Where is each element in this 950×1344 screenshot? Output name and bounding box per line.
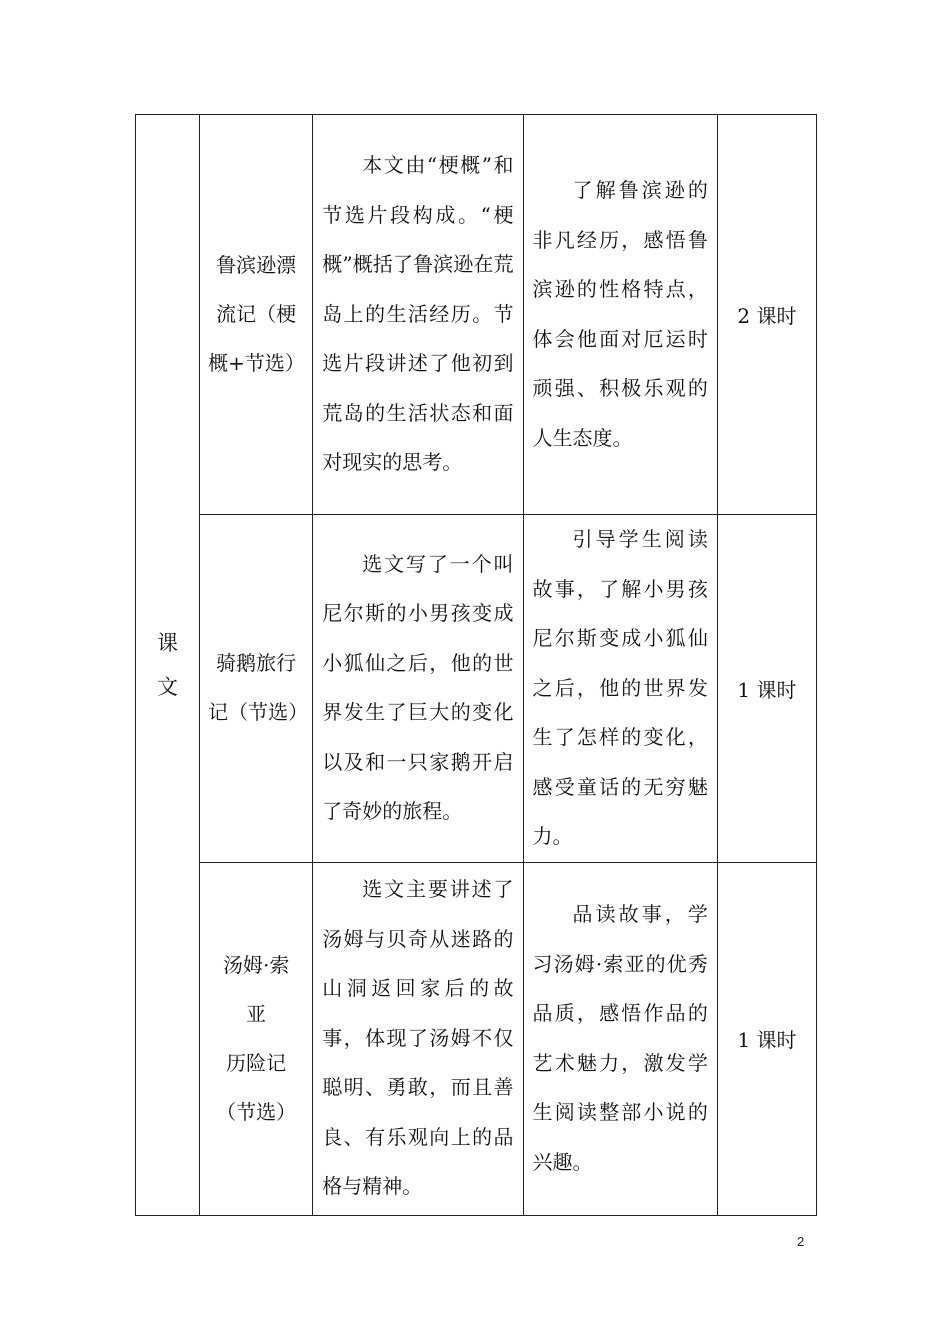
lesson-description: 选文写了一个叫尼尔斯的小男孩变成小狐仙之后，他的世界发生了巨大的变化以及和一只家鹅开启了奇妙的旅程。: [313, 515, 523, 863]
title-line: 汤姆·索: [222, 952, 290, 977]
title-line: （节选）: [216, 1099, 297, 1124]
lesson-title: [200, 115, 313, 515]
lesson-goal: 了解鲁滨逊的非凡经历，感悟鲁滨逊的性格特点，体会他面对厄运时顽强、积极乐观的人生态度。: [523, 115, 717, 515]
table-row: [136, 115, 817, 515]
title-line: 记（节选）: [208, 700, 309, 725]
title-line: 概+节选）: [208, 351, 305, 375]
lesson-hours: 1 课时: [717, 515, 816, 863]
lesson-description: 选文主要讲述了汤姆与贝奇从迷路的山洞返回家后的故事，体现了汤姆不仅聪明、勇敢，而且善良、有乐观向上的品格与精神。: [313, 862, 523, 1215]
lesson-table: [135, 114, 817, 1216]
category-char: 文: [157, 674, 179, 699]
lesson-hours: 2 课时: [717, 115, 816, 515]
title-line: 流记（梗: [216, 302, 297, 326]
title-line: 亚: [246, 1001, 267, 1026]
table-row: [136, 862, 817, 1215]
lesson-goal: 引导学生阅读故事，了解小男孩尼尔斯变成小狐仙之后，他的世界发生了怎样的变化，感受童话的无穷魅力。: [523, 515, 717, 863]
title-line: 历险记: [226, 1050, 287, 1075]
lesson-description: 本文由“梗概”和节选片段构成。“梗概”概括了鲁滨逊在荒岛上的生活经历。节选片段讲述了他初到荒岛的生活状态和面对现实的思考。: [313, 115, 523, 515]
lesson-title: [200, 862, 313, 1215]
lesson-hours: 1 课时: [717, 862, 816, 1215]
title-line: 鲁滨逊漂: [216, 253, 297, 277]
category-cell: [136, 115, 200, 1216]
table-row: [136, 515, 817, 863]
lesson-title: [200, 515, 313, 863]
lesson-goal: 品读故事，学习汤姆·索亚的优秀品质，感悟作品的艺术魅力，激发学生阅读整部小说的兴趣。: [523, 862, 717, 1215]
page-number: 2: [797, 1234, 805, 1249]
category-char: 课: [157, 630, 179, 655]
title-line: 骑鹅旅行: [216, 651, 297, 676]
